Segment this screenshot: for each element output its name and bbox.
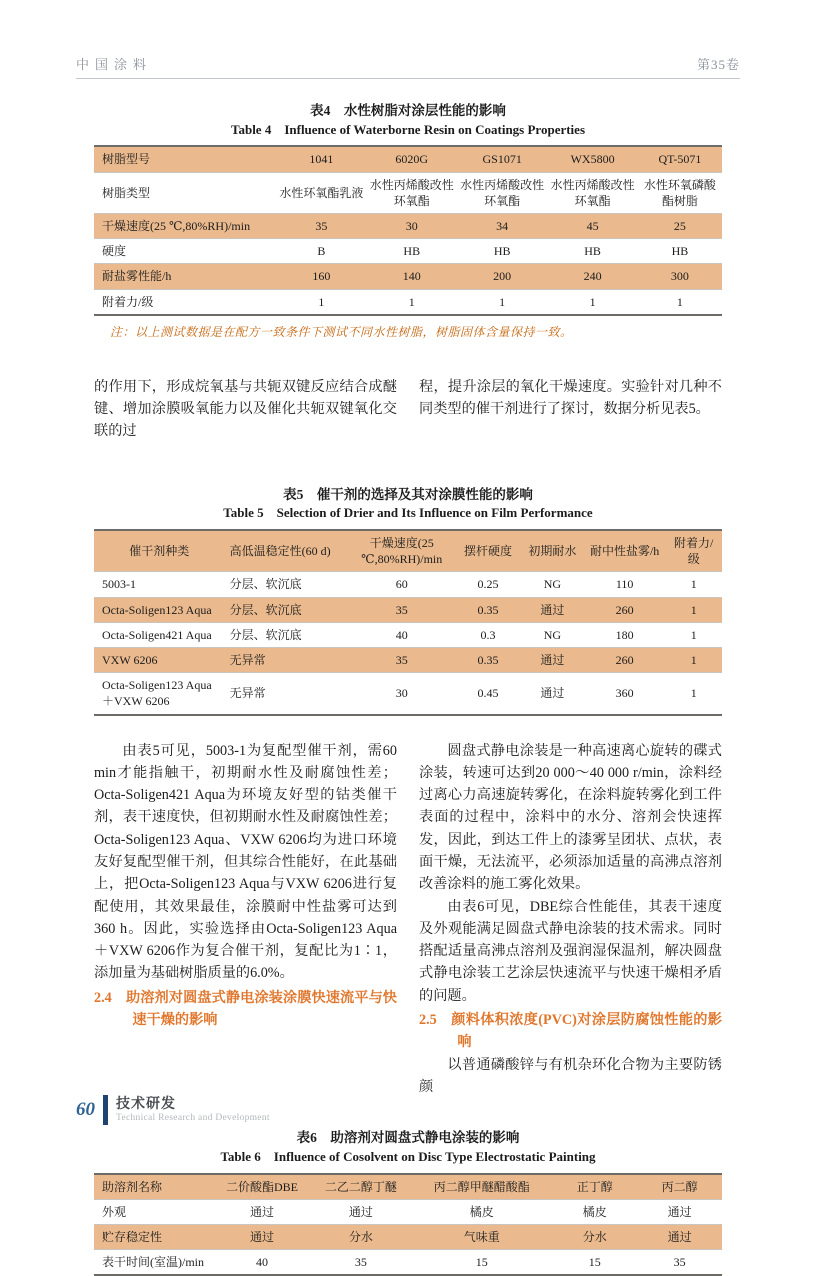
table6-label-en: Table 6 xyxy=(220,1148,261,1164)
table-header-cell: 高低温稳定性(60 d) xyxy=(220,530,349,572)
table-cell: Octa-Soligen421 Aqua xyxy=(94,622,220,647)
section-title: 助溶剂对圆盘式静电涂装涂膜快速流平与快速干燥的影响 xyxy=(125,989,397,1029)
table-cell: HB xyxy=(367,239,457,264)
table-cell: 硬度 xyxy=(94,239,276,264)
table-header-cell: 摆杆硬度 xyxy=(455,530,521,572)
body-section-1 xyxy=(94,376,722,443)
section-title: 颜料体积浓度(PVC)对涂层防腐蚀性能的影响 xyxy=(450,1012,722,1051)
footer-section xyxy=(116,1097,270,1124)
table-cell: 无异常 xyxy=(220,647,349,672)
table-cell: 35 xyxy=(348,647,455,672)
table-cell: 1 xyxy=(457,289,547,315)
table-cell: 40 xyxy=(213,1250,310,1276)
table-cell: 分水 xyxy=(552,1225,637,1250)
table-header-cell: 干燥速度(25 ℃,80%RH)/min xyxy=(348,530,455,572)
table-cell: 气味重 xyxy=(411,1225,552,1250)
table-cell: 表干时间(室温)/min xyxy=(94,1250,213,1276)
table-header-cell: QT-5071 xyxy=(638,146,722,172)
table-header-cell: 丙二醇甲醚醋酸酯 xyxy=(411,1174,552,1200)
table-cell: 0.3 xyxy=(455,622,521,647)
journal-title: 中国涂料 xyxy=(76,57,153,72)
paragraph: 程，提升涂层的氧化干燥速度。实验针对几种不同类型的催干剂进行了探讨，数据分析见表5。 xyxy=(419,378,722,418)
column-right xyxy=(419,376,722,443)
table-header-cell: 二价酸酯DBE xyxy=(213,1174,310,1200)
table6-label-zh: 表6 xyxy=(296,1130,317,1146)
table-cell: 水性丙烯酸改性环氧酯 xyxy=(457,172,547,213)
table-row xyxy=(94,572,722,597)
page-footer xyxy=(76,1095,270,1125)
table-cell: 贮存稳定性 xyxy=(94,1225,213,1250)
table-cell: 通过 xyxy=(213,1199,310,1224)
table-row xyxy=(94,673,722,715)
table6-title-en: Influence of Cosolvent on Disc Type Electrostatic Painting xyxy=(273,1148,596,1164)
paragraph: 的作用下，形成烷氧基与共轭双键反应结合成醚键、增加涂膜吸氧能力以及催化共轭双键氧化交联的过 xyxy=(94,378,397,440)
table-cell: 通过 xyxy=(521,647,584,672)
table-row xyxy=(94,289,722,315)
table-cell: 1 xyxy=(665,622,722,647)
table-header-cell: 树脂型号 xyxy=(94,146,276,172)
paragraph: 由表5可见，5003-1为复配型催干剂，需60 min才能指触干，初期耐水性及耐腐蚀性差；Octa-Soligen421 Aqua为环境友好型的钴类催干剂，表干速度快，但初期耐水性及耐腐蚀性差；Octa-Soligen123 Aqua、VXW 6206均为进口环境友好复配型催干剂，但其综合性能好，在此基础上，把Octa-Soligen123 Aqua与VXW 6206进行复配使用，其效果最佳，涂膜耐中性盐雾可达到360 h。因此，实验选择由Octa-Soligen123 Aqua＋VXW 6206作为复合催干剂，复配比为1∶1，添加量为基础树脂质量的6.0%。 xyxy=(94,742,397,982)
table-cell: 通过 xyxy=(521,673,584,715)
table-row xyxy=(94,1199,722,1224)
column-left xyxy=(94,740,397,1099)
table-cell: 水性环氧酯乳液 xyxy=(276,172,366,213)
table-cell: 25 xyxy=(638,213,722,238)
table6-title-zh: 助溶剂对圆盘式静电涂装的影响 xyxy=(330,1130,520,1146)
table-row xyxy=(94,172,722,213)
table-cell: 通过 xyxy=(521,597,584,622)
table6-caption xyxy=(94,1128,722,1166)
table-cell: 360 xyxy=(584,673,666,715)
table5-title-en: Selection of Drier and Its Influence on Film Performance xyxy=(276,505,593,521)
body-section-2 xyxy=(94,740,722,1099)
table4-caption xyxy=(94,101,722,139)
table4-caption-en xyxy=(94,121,722,140)
table-header-cell: 助溶剂名称 xyxy=(94,1174,213,1200)
table-row xyxy=(94,213,722,238)
table-cell: 分层、软沉底 xyxy=(220,622,349,647)
section-heading-2-5 xyxy=(419,1009,722,1054)
table-cell: 水性环氧磷酸酯树脂 xyxy=(638,172,722,213)
table-cell: 240 xyxy=(547,264,637,289)
table-cell: 160 xyxy=(276,264,366,289)
table-cell: 1 xyxy=(367,289,457,315)
table-header-cell: 丙二醇 xyxy=(637,1174,722,1200)
table-row xyxy=(94,1225,722,1250)
table-cell: Octa-Soligen123 Aqua xyxy=(94,597,220,622)
table5 xyxy=(94,529,722,716)
table-cell: 1 xyxy=(665,673,722,715)
table-cell: Octa-Soligen123 Aqua ＋VXW 6206 xyxy=(94,673,220,715)
table-row xyxy=(94,239,722,264)
table6-caption-en xyxy=(94,1148,722,1167)
table4-label-en: Table 4 xyxy=(230,121,272,137)
table-cell: 35 xyxy=(276,213,366,238)
table-cell: 260 xyxy=(584,597,666,622)
table-cell: 通过 xyxy=(637,1199,722,1224)
footer-divider-bar xyxy=(103,1095,108,1125)
table-cell: 附着力/级 xyxy=(94,289,276,315)
table-cell: 分层、软沉底 xyxy=(220,597,349,622)
table-cell: 1 xyxy=(547,289,637,315)
table-cell: 1 xyxy=(665,647,722,672)
table4-title-zh: 水性树脂对涂层性能的影响 xyxy=(343,103,506,118)
table-cell: 35 xyxy=(348,597,455,622)
volume-label: 第35卷 xyxy=(696,57,740,72)
table-cell: 35 xyxy=(637,1250,722,1276)
table-row xyxy=(94,264,722,289)
table-cell: 耐盐雾性能/h xyxy=(94,264,276,289)
table-cell: 无异常 xyxy=(220,673,349,715)
table-cell: 通过 xyxy=(213,1225,310,1250)
table-cell: 110 xyxy=(584,572,666,597)
table-cell: 260 xyxy=(584,647,666,672)
table-cell: 0.25 xyxy=(455,572,521,597)
table4-label-zh: 表4 xyxy=(310,103,331,118)
table-cell: 橘皮 xyxy=(411,1199,552,1224)
table5-label-en: Table 5 xyxy=(223,505,264,521)
table-header-cell: 正丁醇 xyxy=(552,1174,637,1200)
table-cell: 30 xyxy=(367,213,457,238)
table-cell: VXW 6206 xyxy=(94,647,220,672)
table-cell: 60 xyxy=(348,572,455,597)
table-cell: 45 xyxy=(547,213,637,238)
table5-label-zh: 表5 xyxy=(283,486,304,502)
table-cell: 34 xyxy=(457,213,547,238)
column-right xyxy=(419,740,722,1099)
table-row xyxy=(94,1250,722,1276)
running-head xyxy=(76,54,740,79)
table4-title-en: Influence of Waterborne Resin on Coatings Properties xyxy=(284,121,585,137)
table-cell: 180 xyxy=(584,622,666,647)
table-header-cell: 催干剂种类 xyxy=(94,530,220,572)
table-header-cell: 二乙二醇丁醚 xyxy=(311,1174,411,1200)
table-cell: 30 xyxy=(348,673,455,715)
section-number: 2.4 xyxy=(94,989,112,1006)
table5-caption-zh xyxy=(94,485,722,505)
table-cell: 外观 xyxy=(94,1199,213,1224)
table-header-cell: WX5800 xyxy=(547,146,637,172)
table-cell: NG xyxy=(521,572,584,597)
paragraph: 圆盘式静电涂装是一种高速离心旋转的碟式涂装，转速可达到20 000～40 000 r/min，涂料经过离心力高速旋转雾化，在涂料旋转雾化到工件表面的过程中，涂料中的水分、溶剂会快速挥发，因此，到达工件上的漆雾呈团状、点状，表面干燥，无法流平，必须添加适量的高沸点溶剂改善涂料的施工雾化效果。 xyxy=(419,742,722,893)
paragraph: 以普通磷酸锌与有机杂环化合物为主要防锈颜 xyxy=(419,1056,722,1095)
table-header-cell: 耐中性盐雾/h xyxy=(584,530,666,572)
table-cell: 分层、软沉底 xyxy=(220,572,349,597)
table-cell: 5003-1 xyxy=(94,572,220,597)
table-cell: 干燥速度(25 ℃,80%RH)/min xyxy=(94,213,276,238)
section-number: 2.5 xyxy=(419,1012,437,1029)
table-cell: 通过 xyxy=(311,1199,411,1224)
table-cell: 140 xyxy=(367,264,457,289)
table-cell: 300 xyxy=(638,264,722,289)
table-cell: 通过 xyxy=(637,1225,722,1250)
table-cell: 35 xyxy=(311,1250,411,1276)
table-header-row xyxy=(94,530,722,572)
table-header-cell: 1041 xyxy=(276,146,366,172)
footer-section-en: Technical Research and Development xyxy=(116,1113,270,1124)
table4 xyxy=(94,145,722,315)
table-cell: HB xyxy=(457,239,547,264)
table-cell: 40 xyxy=(348,622,455,647)
section-heading-2-4 xyxy=(94,987,397,1032)
table5-caption-en xyxy=(94,504,722,523)
table-cell: 树脂类型 xyxy=(94,172,276,213)
table4-note: 注：以上测试数据是在配方一致条件下测试不同水性树脂，树脂固体含量保持一致。 xyxy=(110,324,573,339)
table-cell: 0.35 xyxy=(455,647,521,672)
table-header-cell: 附着力/级 xyxy=(665,530,722,572)
table-cell: 15 xyxy=(552,1250,637,1276)
footer-section-zh: 技术研发 xyxy=(116,1096,176,1112)
journal-page xyxy=(0,54,816,1270)
table-cell: 水性丙烯酸改性环氧酯 xyxy=(367,172,457,213)
table-cell: 15 xyxy=(411,1250,552,1276)
table6-caption-zh xyxy=(94,1128,722,1148)
table-cell: B xyxy=(276,239,366,264)
table-cell: HB xyxy=(547,239,637,264)
paragraph: 由表6可见，DBE综合性能佳，其表干速度及外观能满足圆盘式静电涂装的技术需求。同时搭配适量高沸点溶剂及强润湿保温剂，解决圆盘式静电涂装工艺涂层快速流平与快速干燥相矛盾的问题。 xyxy=(419,898,722,1004)
table-cell: 1 xyxy=(665,572,722,597)
table-header-cell: 6020G xyxy=(367,146,457,172)
table-cell: 水性丙烯酸改性环氧酯 xyxy=(547,172,637,213)
table6 xyxy=(94,1173,722,1276)
table-header-cell: GS1071 xyxy=(457,146,547,172)
table-header-row xyxy=(94,1174,722,1200)
page-number: 60 xyxy=(76,1099,95,1120)
column-left xyxy=(94,376,397,443)
table-cell: 1 xyxy=(276,289,366,315)
table4-caption-zh xyxy=(94,101,722,121)
table-cell: 1 xyxy=(638,289,722,315)
table5-title-zh: 催干剂的选择及其对涂膜性能的影响 xyxy=(316,486,533,502)
table-row xyxy=(94,597,722,622)
table-cell: 分水 xyxy=(311,1225,411,1250)
table-cell: 1 xyxy=(665,597,722,622)
table5-caption xyxy=(94,485,722,523)
table-cell: NG xyxy=(521,622,584,647)
table-cell: 橘皮 xyxy=(552,1199,637,1224)
table-row xyxy=(94,647,722,672)
table-cell: 0.45 xyxy=(455,673,521,715)
table-cell: 0.35 xyxy=(455,597,521,622)
table-header-cell: 初期耐水 xyxy=(521,530,584,572)
table-row xyxy=(94,622,722,647)
table-header-row xyxy=(94,146,722,172)
table-cell: 200 xyxy=(457,264,547,289)
table-cell: HB xyxy=(638,239,722,264)
